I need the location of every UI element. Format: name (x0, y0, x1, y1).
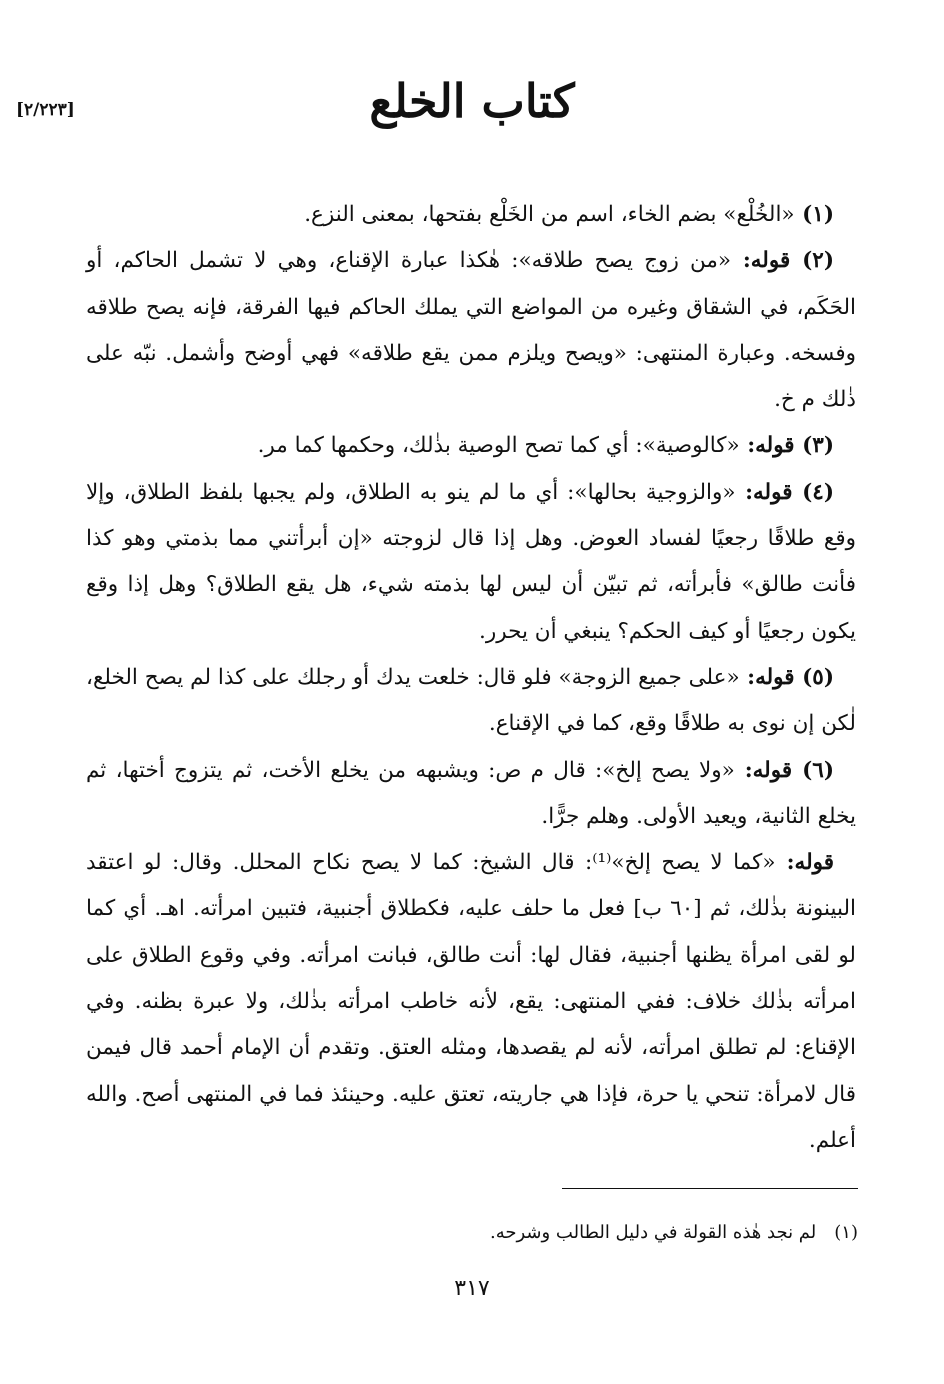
chapter-title: كتاب الخلع (369, 74, 575, 128)
paragraph-text: «الخُلْع» بضم الخاء، اسم من الخَلْع بفتحها، بمعنى النزع. (304, 202, 795, 227)
paragraph-5 (86, 655, 856, 748)
paragraph-label: (٢) قوله: (731, 248, 834, 274)
paragraph-text: «على جميع الزوجة» فلو قال: خلعت يدك أو رجلك على كذا لم يصح الخلع، لٰكن إن نوى به طلاقًا وقع، كما في الإقناع. (86, 664, 856, 737)
footnote (88, 1218, 858, 1248)
manuscript-page-reference: [٢/٢٢٣] (16, 100, 75, 120)
paragraph-label: (٤) قوله: (735, 479, 834, 505)
paragraph-7 (86, 840, 856, 1164)
paragraph-text: «والزوجية بحالها»: أي ما لم ينو به الطلاق، ولم يجبها بلفظ الطلاق، وإلا وقع طلاقًا رجعيًا لفساد العوض. وهل إذا قال لزوجته «إن أبرأتني مما بذمتي وهو كذا فأنت طالق» فأبرأته، ثم تبيّن أن ليس لها بذمته شيء، هل يقع الطلاق؟ وهل إذا وقع يكون رجعيًا أو كيف الحكم؟ ينبغي أن يحرر. (86, 479, 856, 644)
paragraph-4 (86, 470, 856, 655)
page-number: ٣١٧ (454, 1276, 490, 1301)
footnote-text: لم نجد هٰذه القولة في دليل الطالب وشرحه. (490, 1222, 817, 1243)
paragraph-text: «من زوج يصح طلاقه»: هٰكذا عبارة الإقناع، وهي لا تشمل الحاكم، أو الحَكَم، في الشقاق وغيره من المواضع التي يملك الحاكم فيها الفرقة، فإنه يصح طلاقه وفسخه. وعبارة المنتهى: «ويصح ويلزم ممن يقع طلاقه» فهي أوضح وأشمل. نبّه على ذٰلك م خ. (86, 248, 856, 413)
main-text (86, 192, 856, 1164)
paragraph-2 (86, 238, 856, 423)
paragraph-text: «كما لا يصح إلخ»⁽¹⁾: قال الشيخ: كما لا يصح نكاح المحلل. وقال: لو اعتقد البينونة بذٰلك، ثم [٦٠ ب] فعل ما حلف عليه، فكطلاق أجنبية، فتبين امرأته. اهـ. أي كما لو لقى امرأة يظنها أجنبية، فقال لها: أنت طالق، فبانت امرأته. وفي وقوع الطلاق على امرأته بذٰلك خلاف: ففي المنتهى: يقع، لأنه خاطب امرأته بذٰلك، ولا عبرة بظنه. وفي الإقناع: لم تطلق امرأته، لأنه لم يقصدها، ومثله العتق. وتقدم أن الإمام أحمد قال فيمن قال لامرأة: تنحي يا حرة، فإذا هي جاريته، تعتق عليه. وحينئذ فما في المنتهى أصح. والله أعلم. (86, 850, 857, 1153)
paragraph-label: قوله: (775, 850, 834, 876)
paragraph-1 (86, 192, 856, 238)
paragraph-text: «ولا يصح إلخ»: قال م ص: ويشبهه من يخلع الأخت، ثم يتزوج أختها، ثم يخلع الثانية، ويعيد الأولى. وهلم جرًّا. (86, 757, 856, 829)
paragraph-label: (٣) قوله: (739, 433, 834, 459)
footnote-number: (١) (834, 1222, 858, 1243)
paragraph-3 (86, 423, 856, 469)
paragraph-label: (١) (794, 202, 834, 227)
paragraph-text: «كالوصية»: أي كما تصح الوصية بذٰلك، وحكمها كما مر. (257, 433, 740, 459)
paragraph-label: (٥) قوله: (739, 664, 834, 690)
paragraph-6 (86, 748, 856, 841)
footnote-divider (562, 1188, 858, 1189)
paragraph-label: (٦) قوله: (734, 757, 834, 783)
